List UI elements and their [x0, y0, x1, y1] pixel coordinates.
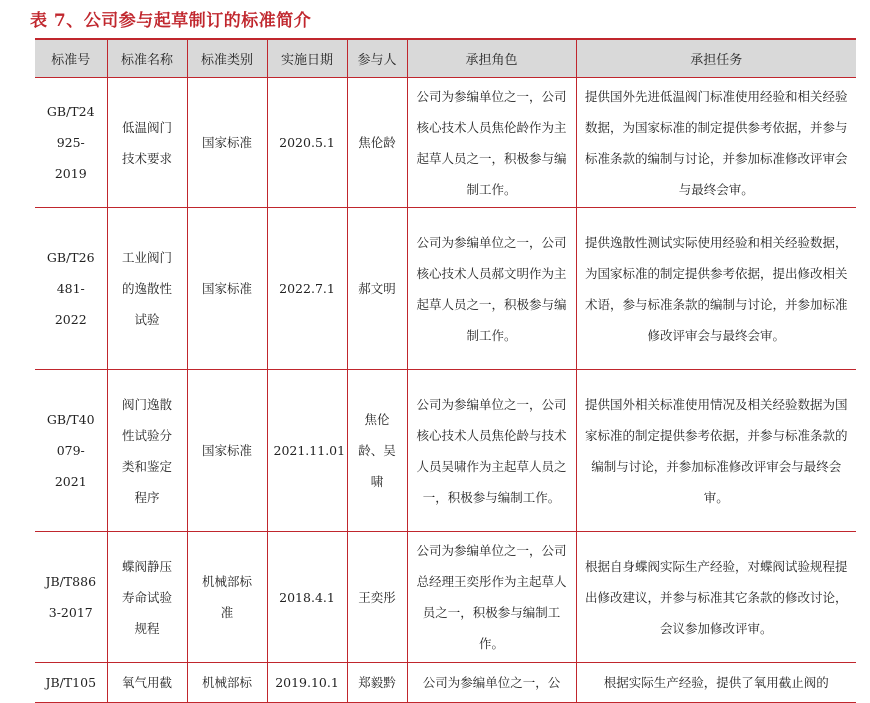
table-title: 表 7、公司参与起草制订的标准简介 — [30, 11, 312, 31]
cell-role: 公司为参编单位之一，公司总经理王奕彤作为主起草人员之一，积极参与编制工作。 — [407, 532, 576, 663]
cell-name: 低温阀门 技术要求 — [107, 78, 187, 208]
cell-date: 2018.4.1 — [267, 532, 347, 663]
cell-type: 机械部标 准 — [187, 532, 267, 663]
header-role: 承担角色 — [407, 39, 576, 78]
cell-type: 国家标准 — [187, 370, 267, 532]
cell-type: 国家标准 — [187, 78, 267, 208]
cell-role: 公司为参编单位之一，公司核心技术人员焦伦龄作为主起草人员之一，积极参与编制工作。 — [407, 78, 576, 208]
cell-code: GB/T26 481-2022 — [35, 208, 107, 370]
cell-code: JB/T886 3-2017 — [35, 532, 107, 663]
header-type: 标准类别 — [187, 39, 267, 78]
cell-people: 郑毅黔 — [347, 663, 407, 703]
header-name: 标准名称 — [107, 39, 187, 78]
cell-people: 郝文明 — [347, 208, 407, 370]
table-row — [35, 370, 856, 532]
cell-date: 2019.10.1 — [267, 663, 347, 703]
cell-name: 蝶阀静压 寿命试验 规程 — [107, 532, 187, 663]
cell-code: GB/T24 925-2019 — [35, 78, 107, 208]
table-row — [35, 532, 856, 663]
cell-type: 机械部标 — [187, 663, 267, 703]
cell-people: 焦伦 龄、吴 啸 — [347, 370, 407, 532]
cell-name: 阀门逸散 性试验分 类和鉴定 程序 — [107, 370, 187, 532]
cell-people: 焦伦龄 — [347, 78, 407, 208]
header-code: 标准号 — [35, 39, 107, 78]
cell-date: 2020.5.1 — [267, 78, 347, 208]
header-row — [35, 39, 856, 78]
table-row — [35, 78, 856, 208]
cell-people: 王奕彤 — [347, 532, 407, 663]
cell-task: 根据实际生产经验，提供了氧用截止阀的 — [576, 663, 856, 703]
cell-date: 2022.7.1 — [267, 208, 347, 370]
cell-task: 提供国外相关标准使用情况及相关经验数据为国家标准的制定提供参考依据，并参与标准条款的编制与讨论，并参加标准修改评审会与最终会审。 — [576, 370, 856, 532]
header-task: 承担任务 — [576, 39, 856, 78]
table-row — [35, 663, 856, 703]
cell-name: 工业阀门 的逸散性 试验 — [107, 208, 187, 370]
cell-task: 提供逸散性测试实际使用经验和相关经验数据，为国家标准的制定提供参考依据，提出修改相关术语，参与标准条款的编制与讨论，并参加标准修改评审会与最终会审。 — [576, 208, 856, 370]
cell-code: JB/T105 — [35, 663, 107, 703]
table-row — [35, 208, 856, 370]
cell-type: 国家标准 — [187, 208, 267, 370]
header-date: 实施日期 — [267, 39, 347, 78]
cell-role: 公司为参编单位之一，公 — [407, 663, 576, 703]
standards-table — [35, 38, 856, 703]
cell-role: 公司为参编单位之一，公司核心技术人员郝文明作为主起草人员之一，积极参与编制工作。 — [407, 208, 576, 370]
cell-date: 2021.11.01 — [267, 370, 347, 532]
cell-code: GB/T40 079-2021 — [35, 370, 107, 532]
cell-role: 公司为参编单位之一，公司核心技术人员焦伦龄与技术人员吴啸作为主起草人员之一，积极参与编制工作。 — [407, 370, 576, 532]
cell-task: 根据自身蝶阀实际生产经验，对蝶阀试验规程提出修改建议，并参与标准其它条款的修改讨论，会议参加修改评审。 — [576, 532, 856, 663]
cell-name: 氧气用截 — [107, 663, 187, 703]
header-people: 参与人 — [347, 39, 407, 78]
cell-task: 提供国外先进低温阀门标准使用经验和相关经验数据，为国家标准的制定提供参考依据，并参与标准条款的编制与讨论，并参加标准修改评审会与最终会审。 — [576, 78, 856, 208]
